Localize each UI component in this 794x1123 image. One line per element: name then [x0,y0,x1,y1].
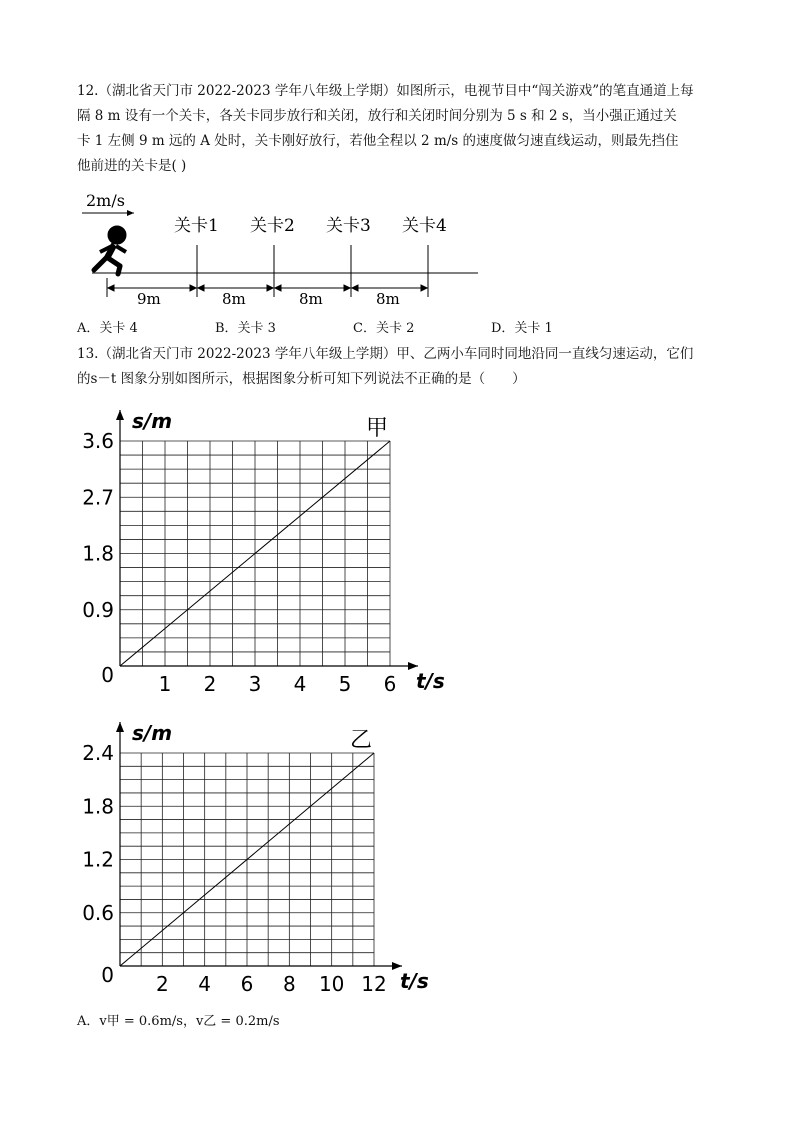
speed-label: 2m/s [86,191,125,210]
distance-label-2: 8m [222,290,246,308]
distance-label-1: 9m [137,290,161,308]
gate-3 [326,216,371,297]
chart-yi [0,710,794,1010]
x-tick-label: 4 [293,672,307,696]
q13-option-a-text: A．v甲 = 0.6m/s，v乙 = 0.2m/s [77,1014,280,1029]
y-axis-label: s/m [132,721,173,745]
y-tick-label: 1.2 [82,847,114,872]
x-axis-label: t/s [416,669,445,693]
q12-option-d: D．关卡 1 [491,321,553,336]
gate-label-3: 关卡3 [326,216,371,236]
y-tick-label: 3.6 [82,429,114,453]
gate-2 [250,216,295,297]
gate-label-2: 关卡2 [250,216,295,236]
y-tick-label: 1.8 [82,794,114,819]
y-tick-label: 1.8 [82,541,114,566]
y-tick-label: 0.6 [82,900,114,925]
x-tick-label: 12 [361,972,387,996]
gate-label-4: 关卡4 [402,216,447,236]
gate-4 [402,216,447,297]
q12-option-a: A．关卡 4 [77,321,138,336]
y-axis-arrowhead [116,410,124,420]
distance-label-3: 8m [299,290,323,308]
q12-line-1: 12.（湖北省天门市 2022-2023 学年八年级上学期）如图所示，电视节目中“闯关游戏”的笔直通道上每 [77,83,694,99]
q12-option-b: B．关卡 3 [215,321,276,336]
x-axis-label: t/s [400,969,429,993]
speed-arrowhead [127,210,134,216]
x-tick-label: 2 [203,672,217,696]
q12-option-c: C．关卡 2 [353,321,415,336]
y-tick-label: 0.9 [82,597,114,622]
x-tick-label: 2 [155,972,169,996]
gate-label-1: 关卡1 [174,216,219,236]
distance-label-4: 8m [376,290,400,308]
origin-label: 0 [101,663,114,687]
gate-1 [174,216,219,297]
q12-line-3: 卡 1 左侧 9 m 远的 A 处时，关卡刚好放行，若他全程以 2 m/s 的速度做匀速直线运动，则最先挡住 [77,133,679,149]
q13-option-a [77,1010,280,1029]
x-tick-label: 3 [248,672,262,696]
series-label: 甲 [365,416,388,441]
x-tick-label: 6 [240,972,254,996]
series-label: 乙 [349,728,372,753]
origin-label: 0 [101,963,114,987]
chart-jia [0,400,794,710]
q13-line-2: 的s－t 图象分别如图所示，根据图象分析可知下列说法不正确的是（ ） [77,371,526,387]
q12-line-4: 他前进的关卡是( ) [77,158,187,174]
q12-line-2: 隔 8 m 设有一个关卡，各关卡同步放行和关闭，放行和关闭时间分别为 5 s 和 2 s，当小强正通过关 [77,108,677,124]
x-tick-label: 6 [383,672,397,696]
x-tick-label: 8 [282,972,296,996]
x-tick-label: 1 [158,672,172,696]
q12-figure [0,180,794,320]
q12-text [77,79,717,179]
x-tick-label: 4 [198,972,212,996]
y-axis-arrowhead [116,722,124,732]
y-tick-label: 2.4 [82,741,114,765]
q13-line-1: 13.（湖北省天门市 2022-2023 学年八年级上学期）甲、乙两小车同时同地沿同一直线匀速运动，它们 [77,346,694,362]
y-tick-label: 2.7 [82,485,114,510]
x-tick-label: 5 [338,672,352,696]
y-axis-label: s/m [132,409,173,433]
x-tick-label: 10 [318,972,345,996]
runner-icon [94,226,126,274]
q13-text [77,342,717,392]
